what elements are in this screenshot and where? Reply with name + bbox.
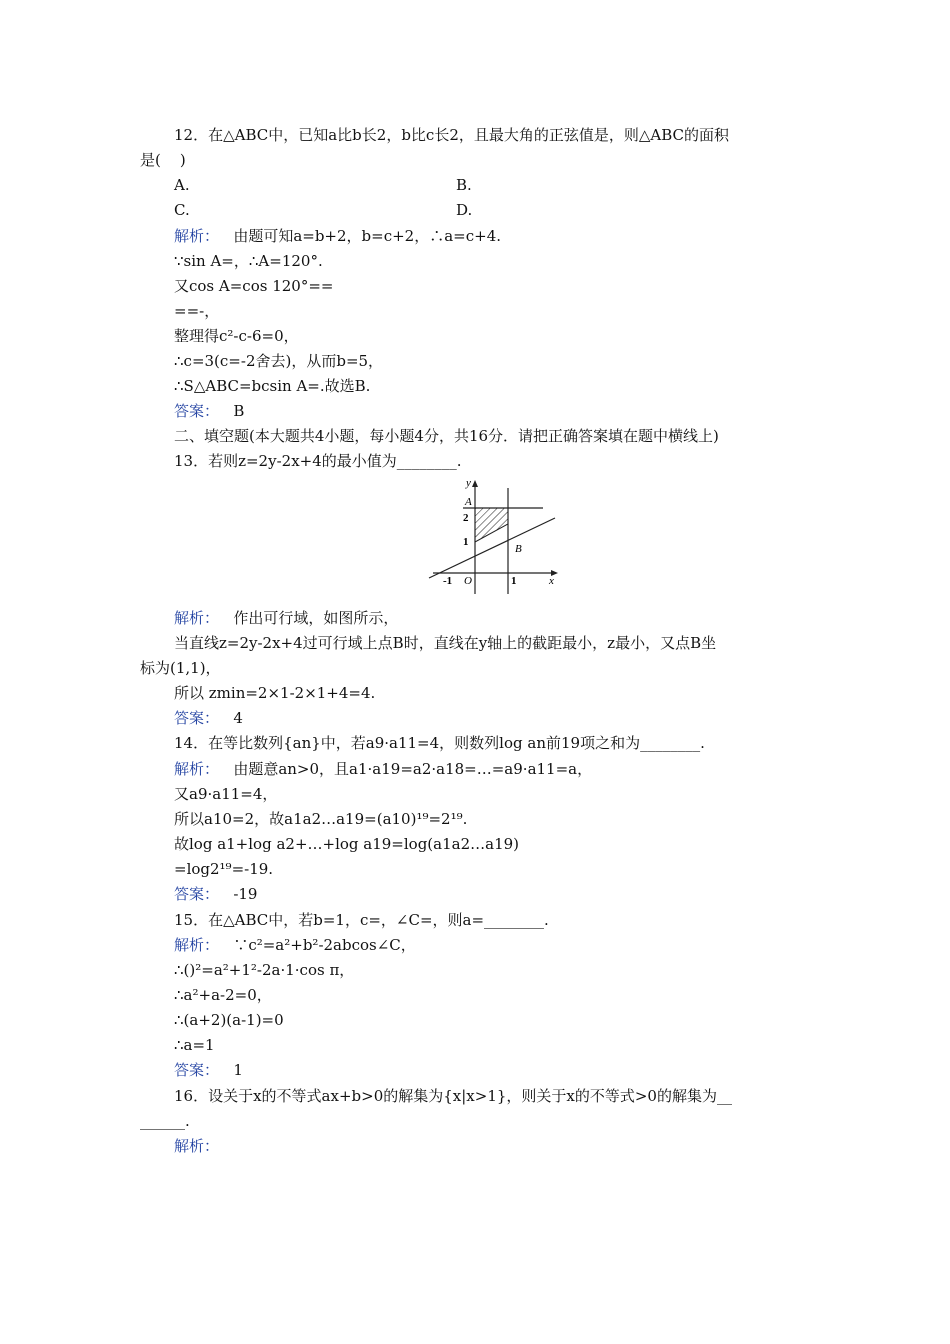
line-text: 又a9·a11=4， [174, 785, 278, 803]
line-text: ∵sin A=，∴A=120°. [174, 252, 323, 270]
label-y: y [466, 477, 471, 489]
text-line [174, 401, 244, 421]
answer-label: 答案： [174, 709, 220, 727]
text-line [140, 150, 186, 170]
text-line [174, 809, 467, 829]
text-line [174, 451, 462, 471]
line-text: 标为(1,1)， [140, 659, 221, 677]
line-text: ∴()²=a²+1²-2a·1·cos π， [174, 961, 355, 979]
line-text: 又cos A=cos 120°== [174, 277, 334, 295]
text-line [174, 910, 549, 930]
text-line [174, 1010, 284, 1030]
line-text: 整理得c²-c-6=0， [174, 327, 299, 345]
line-text: 二、填空题(本大题共4小题，每小题4分，共16分．请把正确答案填在题中横线上) [174, 427, 719, 445]
analysis-label: 解析： [174, 227, 220, 245]
text-line [140, 658, 221, 678]
line-text: ______. [140, 1112, 190, 1130]
line-text: 所以a10=2，故a1a2…a19=(a10)¹⁹=2¹⁹. [174, 810, 468, 828]
text-line [174, 351, 383, 371]
text-line [174, 1060, 243, 1080]
text-line [174, 834, 519, 854]
text-line [174, 276, 333, 296]
text-line [174, 935, 416, 955]
text-line [174, 1086, 732, 1106]
text-line [456, 200, 472, 220]
label-2: 2 [463, 512, 469, 524]
line-text: 当直线z=2y-2x+4过可行域上点B时，直线在y轴上的截距最小，z最小，又点B坐 [174, 634, 717, 652]
line-text: =log2¹⁹=-19. [174, 860, 274, 878]
text-line [174, 784, 277, 804]
text-line [174, 301, 219, 321]
line-text: 15．在△ABC中，若b=1，c=，∠C=，则a=________. [174, 911, 549, 929]
label-1: 1 [463, 536, 469, 548]
line-text: 4 [219, 709, 243, 727]
text-line [174, 633, 716, 653]
line-text: ∴(a+2)(a-1)=0 [174, 1011, 284, 1029]
text-line [174, 426, 719, 446]
text-line [456, 175, 472, 195]
line-text: -19 [219, 885, 258, 903]
line-text: 是( ) [140, 151, 186, 169]
text-line [174, 251, 323, 271]
line-text: ∴c=3(c=-2舍去)，从而b=5， [174, 352, 384, 370]
text-line [174, 884, 257, 904]
line-text: B. [456, 176, 472, 194]
text-line [140, 1111, 190, 1131]
line-text: 14．在等比数列{an}中，若a9·a11=4，则数列log an前19项之和为________. [174, 734, 705, 752]
text-line [174, 960, 354, 980]
text-line [174, 1136, 219, 1156]
answer-label: 答案： [174, 885, 220, 903]
text-line [174, 226, 501, 246]
line-text: 故log a1+log a2+…+log a19=log(a1a2…a19) [174, 835, 520, 853]
line-text: ∴a²+a-2=0， [174, 986, 272, 1004]
line-text: ∴a=1 [174, 1036, 215, 1054]
line-text: A. [174, 176, 190, 194]
text-line [174, 708, 243, 728]
text-line [174, 683, 375, 703]
analysis-label: 解析： [174, 1137, 220, 1155]
label-x: x [549, 575, 554, 587]
label-B: B [515, 543, 522, 555]
label-minus-1: -1 [443, 575, 453, 587]
line-text: 16．设关于x的不等式ax+b>0的解集为{x|x>1}，则关于x的不等式>0的解集为__ [174, 1087, 732, 1105]
line-text: 所以 zmin=2×1-2×1+4=4. [174, 684, 376, 702]
label-O: O [464, 575, 472, 587]
y-axis-arrow [472, 480, 478, 487]
text-line [174, 1035, 215, 1055]
text-line [174, 326, 299, 346]
text-line [174, 200, 190, 220]
label-A: A [465, 496, 472, 508]
line-text: 12．在△ABC中，已知a比b长2，b比c长2，且最大角的正弦值是，则△ABC的面积 [174, 126, 730, 144]
analysis-label: 解析： [174, 760, 220, 778]
analysis-label: 解析： [174, 609, 220, 627]
line-text: ∴S△ABC=bcsin A=.故选B. [174, 377, 371, 395]
line-text: 1 [219, 1061, 243, 1079]
answer-label: 答案： [174, 402, 220, 420]
text-line [174, 759, 592, 779]
line-text: 由题意an>0，且a1·a19=a2·a18=…=a9·a11=a， [219, 760, 593, 778]
text-line [174, 733, 705, 753]
line-text: D. [456, 201, 473, 219]
analysis-label: 解析： [174, 936, 220, 954]
text-line [174, 175, 190, 195]
line-text: ∵c²=a²+b²-2abcos∠C， [219, 936, 416, 954]
line-text: B [219, 402, 245, 420]
answer-label: 答案： [174, 1061, 220, 1079]
line-text: 13．若则z=2y-2x+4的最小值为________. [174, 452, 462, 470]
text-line [174, 985, 272, 1005]
text-line [174, 125, 729, 145]
text-line [174, 608, 398, 628]
line-text: 由题可知a=b+2，b=c+2，∴a=c+4. [219, 227, 502, 245]
line-text: ==-， [174, 302, 220, 320]
text-line [174, 859, 273, 879]
line-text: C. [174, 201, 190, 219]
feasible-region [475, 508, 508, 542]
text-line [174, 376, 370, 396]
label-1-x: 1 [511, 575, 517, 587]
line-text: 作出可行域，如图所示， [219, 609, 399, 627]
feasible-region-figure [425, 474, 560, 596]
